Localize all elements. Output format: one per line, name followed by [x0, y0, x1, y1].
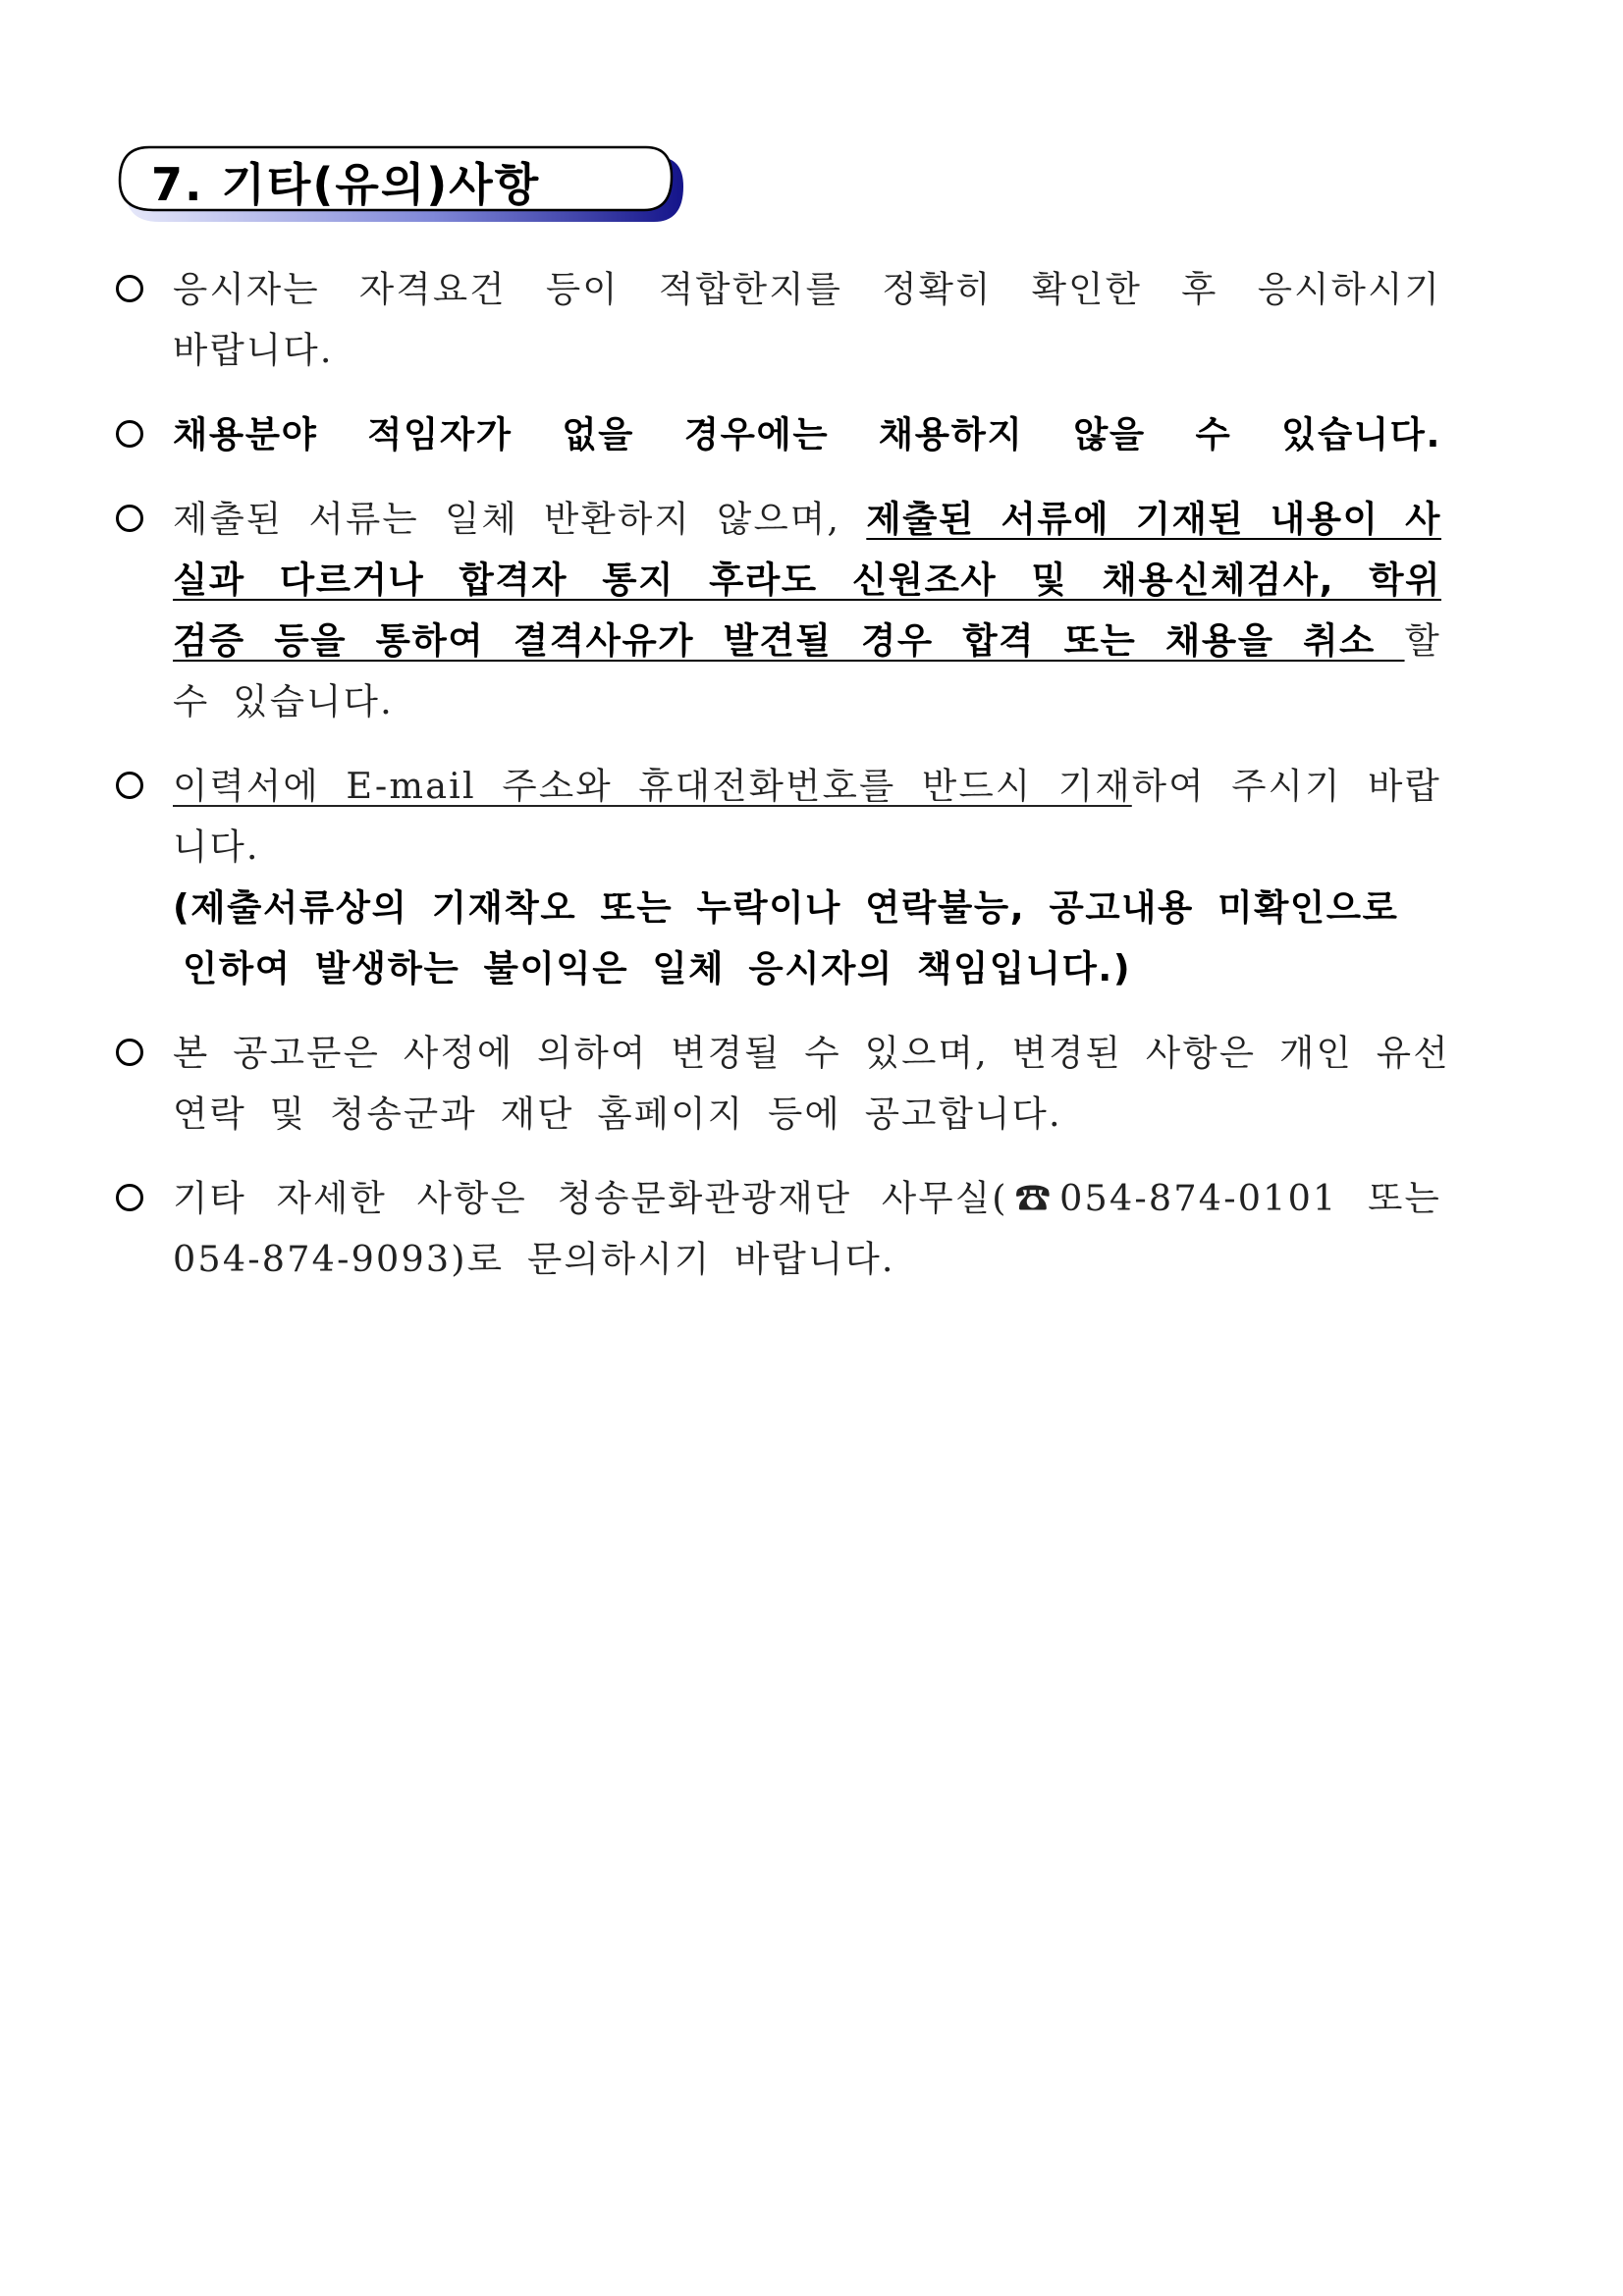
notice-line: 054-874-9093)로 문의하시기 바랍니다.: [173, 1238, 895, 1280]
notice-line-bold: 채용분야 적임자가 없을 경우에는 채용하지 않을 수 있습니다.: [173, 413, 1441, 455]
notice-item-changes: [116, 1023, 1450, 1145]
section-title: 7. 기타(유의)사항: [151, 158, 541, 211]
circle-bullet-icon: [116, 505, 143, 532]
notice-line: [173, 489, 1441, 550]
notice-text: 하여 주시기 바랍: [1131, 765, 1441, 807]
circle-bullet-icon: [116, 1184, 143, 1211]
notice-underlined-text: 검증 등을 통하여 결격사유가 발견될 경우 합격 또는 채용을 취소: [173, 619, 1405, 662]
notice-list: [116, 259, 1450, 1313]
notice-item-qualification: [116, 259, 1441, 381]
notice-line: 니다.: [173, 826, 260, 868]
circle-bullet-icon: [116, 275, 143, 302]
notice-item-documents: [116, 489, 1441, 732]
notice-item-resume: [116, 756, 1441, 999]
notice-line: [173, 611, 1441, 671]
notice-line: 바랍니다.: [173, 329, 334, 371]
notice-line: 연락 및 청송군과 재단 홈페이지 등에 공고합니다.: [173, 1093, 1062, 1135]
notice-line: 수 있습니다.: [173, 680, 394, 722]
section-heading: [116, 143, 687, 226]
notice-line: 기타 자세한 사항은 청송문화관광재단 사무실(☎054-874-0101 또는: [173, 1177, 1441, 1219]
notice-line: 응시자는 자격요건 등이 적합한지를 정확히 확인한 후 응시하시기: [173, 268, 1441, 310]
notice-line: 본 공고문은 사정에 의하여 변경될 수 있으며, 변경된 사항은 개인 유선: [173, 1032, 1450, 1074]
notice-note-line: 인하여 발생하는 불이익은 일체 응시자의 책임입니다.): [183, 947, 1132, 989]
notice-underlined-text: 실과 다르거나 합격자 통지 후라도 신원조사 및 채용신체검사, 학위: [173, 559, 1441, 601]
notice-text: 할: [1404, 619, 1441, 662]
notice-item-contact: [116, 1168, 1441, 1290]
notice-text: 제출된 서류는 일체 반환하지 않으며,: [173, 498, 867, 540]
circle-bullet-icon: [116, 1039, 143, 1066]
circle-bullet-icon: [116, 420, 143, 448]
notice-underlined-text: 제출된 서류에 기재된 내용이 사: [866, 498, 1441, 540]
notice-line: [173, 756, 1441, 817]
notice-note-line: (제출서류상의 기재착오 또는 누락이나 연락불능, 공고내용 미확인으로: [173, 886, 1399, 929]
notice-line: [173, 550, 1441, 611]
notice-underlined-text: 이력서에 E-mail 주소와 휴대전화번호를 반드시 기재: [173, 765, 1132, 807]
notice-item-no-hire: [116, 404, 1441, 465]
circle-bullet-icon: [116, 772, 143, 799]
